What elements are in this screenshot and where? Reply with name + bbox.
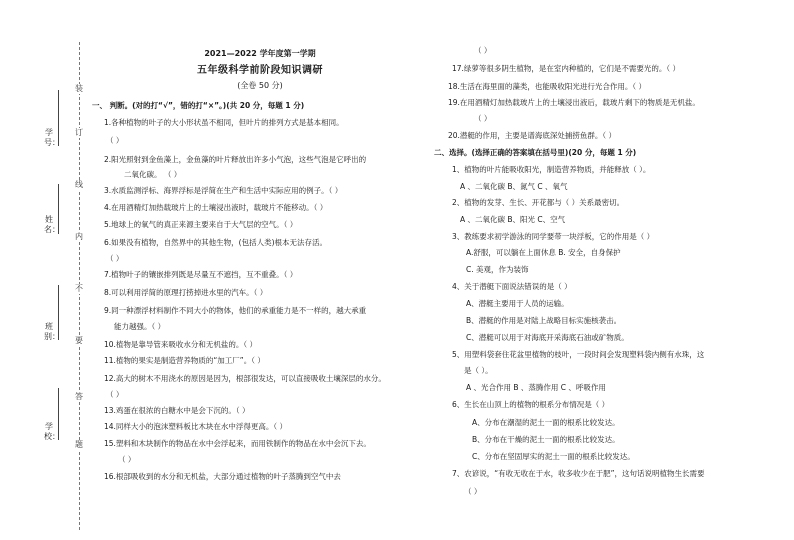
option-line: A、分布在潮湿的泥土一面的根系比较发达。 (472, 418, 620, 427)
question-line: 3.水质监测浮标、海界浮标是浮简在生产和生活中实际应用的例子。（ ） (104, 186, 343, 195)
option-line: A、潜艇主要用于人员的运输。 (466, 299, 569, 308)
question-line: 12.高大的树木不用浇水的原因是因为，根部很发达，可以直接吸收土壤深层的水分。 (104, 374, 386, 383)
question-line: 13.鸡蛋在很浓的白糖水中是会下沉的。（ ） (104, 406, 250, 415)
binding-char: 装 (75, 84, 83, 93)
question-line: 8.可以利用浮简的原理打捞掉进水里的汽车。（ ） (104, 288, 268, 297)
question-line: 7、农谚说，“有收无收在于水，收多收少在于肥”，这句话说明植物生长需要 (452, 469, 705, 478)
binding-char: 要 (75, 336, 83, 345)
question-line: 7.植物叶子的镶嵌排列既是尽量互不遮挡，互不重叠。（ ） (104, 270, 298, 279)
question-line: 1.各种植物的叶子的大小形状虽不相同，但叶片的排列方式是基本相同。 (104, 118, 344, 127)
total-score-note: (全卷 50 分) (237, 81, 283, 90)
name-label: 姓名： (44, 215, 60, 234)
section-two-heading: 二、选择。(选择正确的答案填在括号里)(20 分，每题 1 分) (434, 148, 637, 157)
binding-char: 内 (75, 232, 83, 241)
binding-char: 不 (75, 284, 83, 293)
binding-char: 答 (75, 392, 83, 401)
question-line: 6、生长在山顶上的植物的根系分布情况是（ ） (452, 400, 610, 409)
question-line: 18.生活在海里面的藻类，也能吸收阳光进行光合作用。（ ） (448, 82, 647, 91)
option-line: A 、光合作用 B 、蒸腾作用 C 、呼吸作用 (466, 383, 606, 392)
question-line: 20.潜艇的作用，主要是谱海底深处捕捞鱼群。（ ） (448, 131, 617, 140)
school-year-title: 2021—2022 学年度第一学期 (204, 49, 316, 58)
school-label: 学校： (44, 422, 60, 441)
right-column (400, 0, 794, 540)
question-line: 14.同样大小的泡沫塑料板比木块在水中浮得更高。（ ） (104, 422, 288, 431)
option-line: B、潜艇的作用是对陆上战略目标实施核袭击。 (466, 316, 622, 325)
question-line: 15.塑料和木块制作的物品在水中会浮起来，而用铁制作的物品在水中会沉下去。 (104, 439, 371, 448)
section-one-heading: 一、 判断。(对的打“√”，错的打“×”。)(共 20 分，每题 1 分) (92, 101, 305, 110)
question-line: 4.在用酒精灯加热载玻片上的土壤浸出液时，载玻片不能移动。（ ） (104, 203, 328, 212)
class-label: 班别： (44, 322, 60, 341)
question-line: 9.同一种漂浮材料制作不同大小的物体，他们的承重能力是不一样的，越大承重 (104, 306, 367, 315)
option-line: B、分布在干燥的泥土一面的根系比较发达。 (472, 435, 620, 444)
question-line: 5.地球上的氧气的真正来源主要来自于大气层的空气。（ ） (104, 220, 298, 229)
question-line: 2.阳光照射到金鱼藻上，金鱼藻的叶片释放出许多小气泡，这些气泡是它呼出的 (104, 155, 367, 164)
option-line: C. 美观，作为装饰 (466, 265, 529, 274)
answer-bracket[interactable]: （ ） (474, 46, 492, 55)
option-line: A 、二氧化碳 B、氮气 C 、氧气 (460, 182, 568, 191)
binding-char: 线 (75, 180, 83, 189)
question-line: 16.根部吸收到的水分和无机盐，大部分通过植物的叶子蒸腾到空气中去 (104, 472, 341, 481)
option-line: C、潜艇可以用于对海底开采海底石油或矿物质。 (466, 333, 629, 342)
option-line: A 、二氧化碳 B、阳光 C、空气 (460, 215, 566, 224)
question-line: 二氧化碳。 （ ） (124, 170, 182, 179)
answer-bracket[interactable]: （ ） (106, 390, 124, 399)
exam-title: 五年级科学前阶段知识调研 (197, 65, 323, 76)
answer-bracket[interactable]: （ ） (464, 487, 482, 496)
question-line: 10.植物是靠导管来吸收水分和无机盐的。（ ） (104, 340, 258, 349)
question-line: 19.在用酒精灯加热载玻片上的土壤浸出液后，载玻片剩下的物质是无机盐。 (448, 98, 700, 107)
answer-bracket[interactable]: （ ） (106, 254, 124, 263)
question-line: 是（ ）。 (464, 366, 493, 375)
option-line: A.舒服，可以躺在上面休息 B. 安全，自身保护 (466, 248, 621, 257)
question-line: 5、用塑料袋套住花盆里植物的枝叶，一段时间会发现塑料袋内侧有水珠，这 (452, 350, 705, 359)
option-line: C、分布在坚固厚实的泥土一面的根系比较发达。 (472, 452, 635, 461)
answer-bracket[interactable]: （ ） (118, 455, 136, 464)
question-line: 17.绿萝等很多阴生植物，是在室内种植的，它们是不需要光的。（ ） (452, 64, 681, 73)
question-line: 4、关于潜艇下面说法错误的是（ ） (452, 282, 572, 291)
question-line: 1、植物的叶片能吸收阳光，制造营养物质，并能释放（ ）。 (452, 165, 651, 174)
student-number-label: 学号： (44, 128, 60, 147)
binding-char: 题 (75, 440, 83, 449)
binding-char: 订 (75, 128, 83, 137)
answer-bracket[interactable]: （ ） (106, 136, 124, 145)
question-line: 能力越强。（ ） (114, 322, 166, 331)
answer-bracket[interactable]: （ ） (474, 114, 492, 123)
question-line: 3、教练要求初学游泳的同学要带一块浮板，它的作用是（ ） (452, 232, 655, 241)
question-line: 2、植物的发芽、生长、开花都与（ ）关系最密切。 (452, 198, 625, 207)
question-line: 6.如果没有植物，自然界中的其他生物，(包括人类)根本无法存活。 (104, 238, 328, 247)
question-line: 11.植物的果实是制造营养物质的“加工厂”。（ ） (104, 356, 265, 365)
